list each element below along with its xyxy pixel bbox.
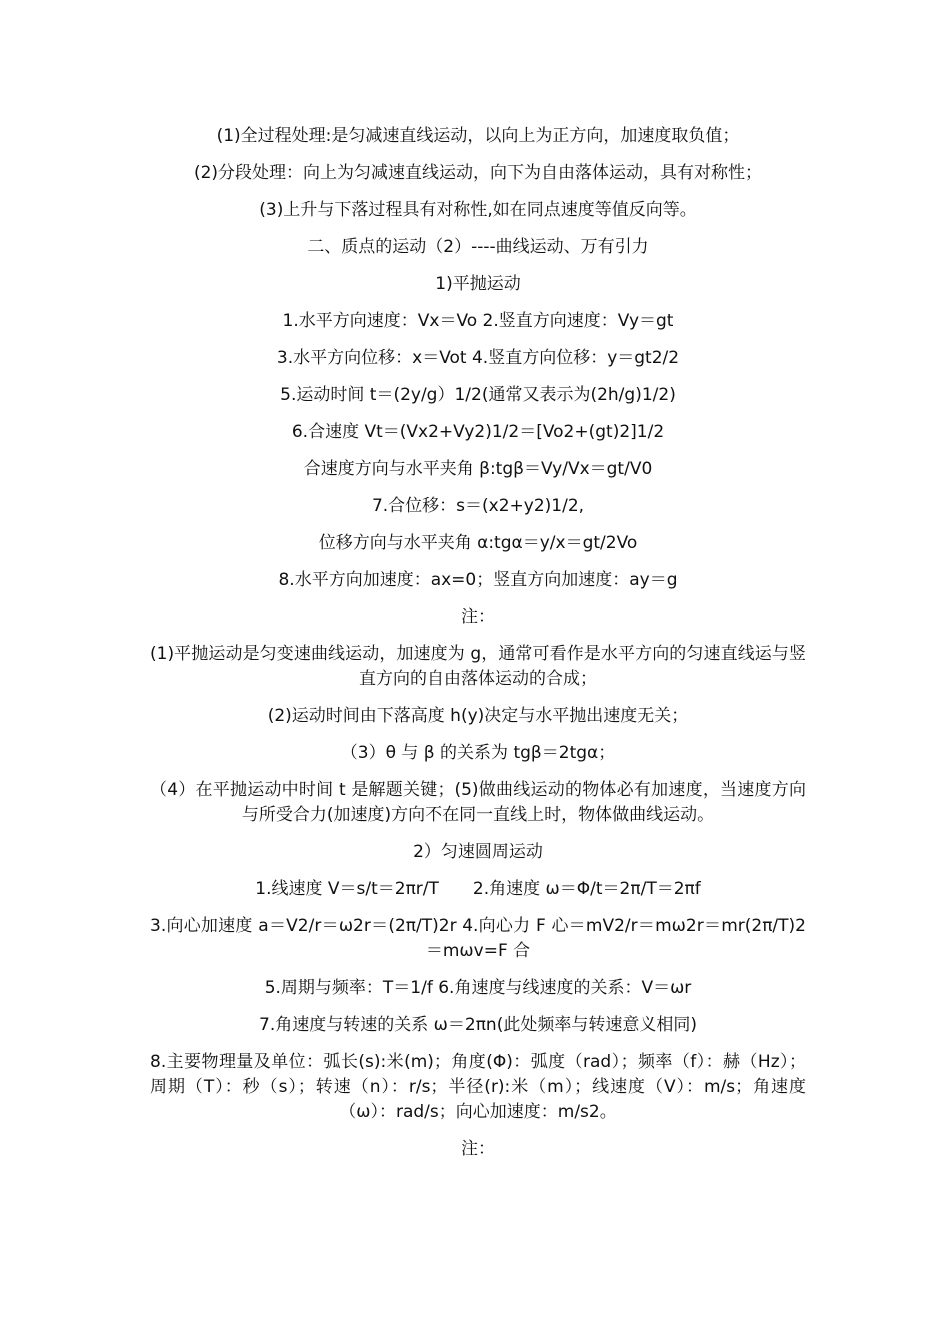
document-body	[150, 124, 806, 1174]
note-item-2: (2)运动时间由下落高度 h(y)决定与水平抛出速度无关；	[267, 706, 689, 726]
formula-line-1: 1.水平方向速度：Vx＝Vo 2.竖直方向速度：Vy＝gt	[282, 311, 674, 331]
text-line-1: (1)全过程处理:是匀减速直线运动，以向上为正方向，加速度取负值；	[216, 126, 740, 146]
circular-formula-2: 3.向心加速度 a＝V2/r＝ω2r＝(2π/T)2r 4.向心力 F 心＝mV2/r＝mω2r＝mr(2π/T)2＝mωv=F 合	[150, 916, 806, 961]
formula-line-5: 合速度方向与水平夹角 β:tgβ＝Vy/Vx＝gt/V0	[303, 459, 653, 479]
circular-formula-3: 5.周期与频率：T＝1/f 6.角速度与线速度的关系：V＝ωr	[264, 978, 692, 998]
formula-line-6: 7.合位移：s＝(x2+y2)1/2,	[371, 496, 585, 516]
formula-line-7: 位移方向与水平夹角 α:tgα＝y/x＝gt/2Vo	[318, 533, 638, 553]
note-heading-2: 注：	[461, 1139, 495, 1159]
text-line-3: (3)上升与下落过程具有对称性,如在同点速度等值反向等。	[259, 200, 697, 220]
subsection-heading-circular: 2）匀速圆周运动	[413, 842, 543, 862]
circular-formula-1: 1.线速度 V＝s/t＝2πr/T 2.角速度 ω＝Φ/t＝2π/T＝2πf	[255, 879, 701, 899]
formula-line-2: 3.水平方向位移：x＝Vot 4.竖直方向位移：y＝gt2/2	[276, 348, 680, 368]
subsection-heading-projectile: 1)平抛运动	[435, 274, 521, 294]
circular-formula-4: 7.角速度与转速的关系 ω＝2πn(此处频率与转速意义相同)	[259, 1015, 697, 1035]
formula-line-8: 8.水平方向加速度：ax=0；竖直方向加速度：ay＝g	[278, 570, 678, 590]
section-heading: 二、质点的运动（2）----曲线运动、万有引力	[307, 237, 649, 257]
note-item-3: （3）θ 与 β 的关系为 tgβ＝2tgα；	[340, 743, 616, 763]
formula-line-3: 5.运动时间 t＝(2y/g）1/2(通常又表示为(2h/g)1/2)	[280, 385, 676, 405]
note-item-1: (1)平抛运动是匀变速曲线运动，加速度为 g，通常可看作是水平方向的匀速直线运与竖直方向的自由落体运动的合成；	[150, 644, 806, 689]
note-heading-1: 注：	[461, 607, 495, 627]
formula-line-4: 6.合速度 Vt＝(Vx2+Vy2)1/2＝[Vo2+(gt)2]1/2	[291, 422, 665, 442]
note-item-4: （4）在平抛运动中时间 t 是解题关键；(5)做曲线运动的物体必有加速度，当速度方向与所受合力(加速度)方向不在同一直线上时，物体做曲线运动。	[150, 780, 806, 825]
text-line-2: (2)分段处理：向上为匀减速直线运动，向下为自由落体运动，具有对称性；	[193, 163, 763, 183]
units-paragraph: 8.主要物理量及单位：弧长(s):米(m)；角度(Φ)：弧度（rad）；频率（f）：赫（Hz）；周期（T）：秒（s）；转速（n）：r/s；半径(r):米（m）；线速度（V）：m/s；角速度（ω）：rad/s；向心加速度：m/s2。	[150, 1052, 806, 1122]
